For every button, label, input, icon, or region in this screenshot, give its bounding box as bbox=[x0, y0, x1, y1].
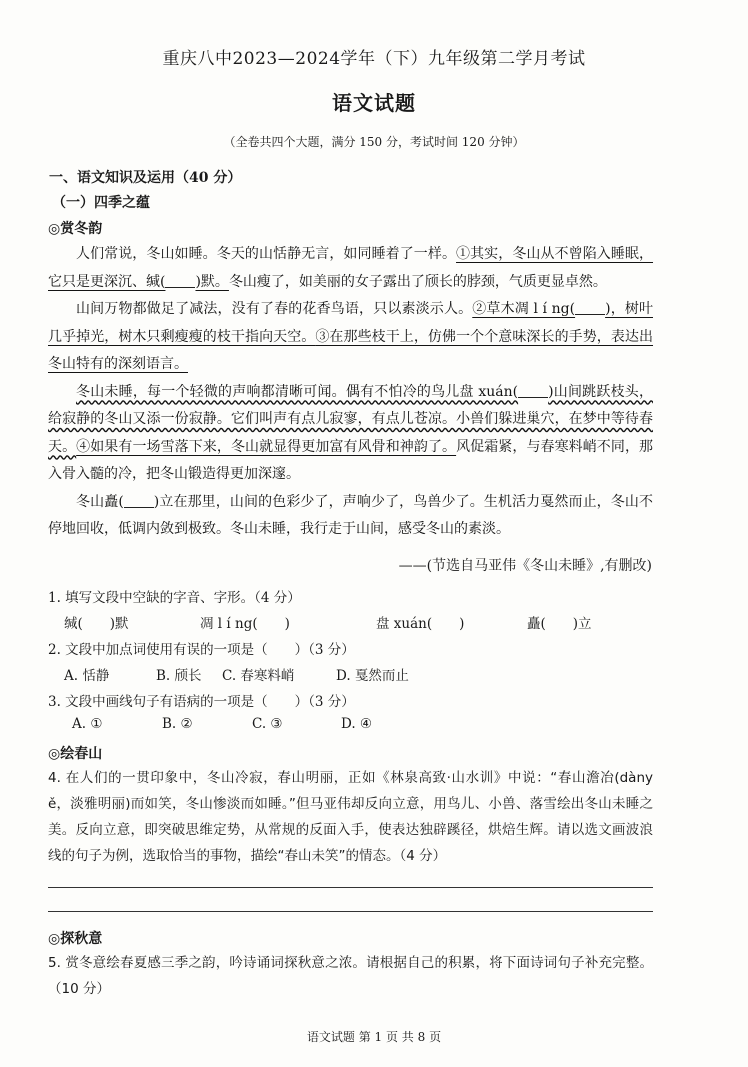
part-heading-winter: ◎赏冬韵 bbox=[48, 221, 103, 237]
q3-option-a: A. ① bbox=[72, 716, 103, 732]
answer-line[interactable] bbox=[48, 887, 653, 888]
sentence: 风促霜紧，与春寒料峭不同，那入骨入髓的冷，把冬山锻造得更加深邃。 bbox=[48, 438, 654, 482]
q2-option-d: D. 戛然而止 bbox=[336, 668, 409, 684]
exam-note: （全卷共四个大题，满分 150 分，考试时间 120 分钟） bbox=[223, 135, 525, 149]
wavy-sentence: 冬山未睡，每一个轻微的声响都清晰可闻。偶有不怕冷的鸟儿盘 xuán( )山间跳跃枝头，给寂静的冬山又添一份寂静。它们叫声有点儿寂寥，有点儿苍凉。小兽们躲进巢穴，在梦中等待春天。 bbox=[48, 383, 653, 455]
reading-passage bbox=[48, 241, 653, 544]
section-title: 一、语文知识及运用（40 分） bbox=[49, 170, 242, 186]
part-heading-spring: ◎绘春山 bbox=[48, 746, 103, 762]
q2-option-b: B. 颀长 bbox=[156, 668, 202, 684]
question-4: 4. 在人们的一贯印象中，冬山冷寂，春山明丽，正如《林泉高致·山水训》中说：“春山澹冶(dàny ě，淡雅明丽)而如笑，冬山惨淡而如睡。”但马亚伟却反向立意，用鸟儿、小兽、落雪绘出冬山未睡之美。反向立意，即突破思维定势，从常规的反面入手，使表达独辟蹊径，烘焙生辉。请以选文画波浪线的句子为例，选取恰当的事物，描绘“春山未笑”的情态。（4 分） bbox=[48, 770, 653, 864]
q1-item: 缄( )默 bbox=[64, 616, 129, 632]
question-3: 3. 文段中画线句子有语病的一项是（ ）（3 分） bbox=[48, 694, 355, 710]
answer-line[interactable] bbox=[48, 911, 653, 912]
sentence: 山间万物都做足了减法，没有了春的花香鸟语，只以素淡示人。 bbox=[76, 301, 473, 317]
q3-option-b: B. ② bbox=[162, 716, 193, 732]
underlined-sentence-4: ④如果有一场雪落下来，冬山就显得更加富有风骨和神韵了。 bbox=[76, 438, 457, 455]
source-citation: ——(节选自马亚伟《冬山未睡》,有删改) bbox=[398, 558, 652, 574]
q1-item: 凋 l í ng( ) bbox=[200, 616, 290, 632]
question-1: 1. 填写文段中空缺的字音、字形。（4 分） bbox=[48, 590, 301, 606]
q1-item: 矗( )立 bbox=[527, 616, 592, 632]
underlined-sentence-3: ③在那些枝干上，仿佛一个个意味深长的手势，表达出冬山特有的深刻语言。 bbox=[48, 328, 654, 372]
q1-item: 盘 xuán( ) bbox=[376, 616, 465, 632]
q2-option-a: A. 恬静 bbox=[64, 668, 110, 684]
subsection-title: （一）四季之蕴 bbox=[52, 195, 150, 211]
q3-option-d: D. ④ bbox=[341, 716, 373, 732]
passage-paragraph-1 bbox=[48, 241, 653, 296]
blank bbox=[518, 383, 548, 398]
blank bbox=[575, 300, 605, 315]
passage-paragraph-2 bbox=[48, 296, 653, 379]
passage-paragraph-4: 冬山矗( )立在那里，山间的色彩少了，声响少了，鸟兽少了。生机活力戛然而止，冬山不停地回收，低调内敛到极致。冬山未睡，我行走于山间，感受冬山的素淡。 bbox=[48, 493, 653, 537]
sentence: 人们常说，冬山如睡。冬天的山恬静无言，如同睡着了一样。 bbox=[76, 246, 457, 262]
q2-option-c: C. 春寒料峭 bbox=[222, 668, 295, 684]
underlined-sentence-2: ②草木凋 l í ng( )，树叶几乎掉光，树木只剩瘦瘦的枝干指向天空。 bbox=[48, 301, 653, 345]
part-heading-autumn: ◎探秋意 bbox=[48, 931, 103, 947]
question-2: 2. 文段中加点词使用有误的一项是（ ）（3 分） bbox=[48, 642, 355, 658]
blank bbox=[124, 493, 154, 508]
subject-title: 语文试题 bbox=[332, 91, 416, 115]
question-5: 5. 赏冬意绘春夏感三季之韵，吟诗诵词探秋意之浓。请根据自己的积累，将下面诗词句子补充完整。（10 分） bbox=[48, 955, 653, 997]
passage-paragraph-3 bbox=[48, 379, 653, 489]
sentence: 冬山瘦了，如美丽的女子露出了颀长的脖颈，气质更显卓然。 bbox=[228, 273, 607, 290]
underlined-sentence-1: ①其实，冬山从不曾陷入睡眠，它只是更深沉、缄( )默。 bbox=[48, 246, 654, 290]
blank bbox=[165, 273, 195, 288]
school-exam-title: 重庆八中2023—2024学年（下）九年级第二学月考试 bbox=[162, 49, 586, 69]
page-footer: 语文试题 第 1 页 共 8 页 bbox=[306, 1030, 442, 1044]
q3-option-c: C. ③ bbox=[252, 716, 283, 732]
